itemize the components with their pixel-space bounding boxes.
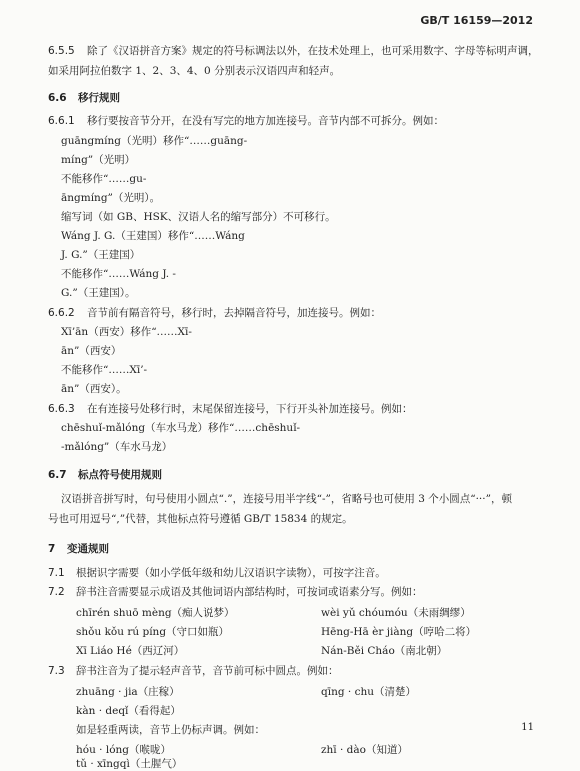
example-line: G.”（王建国）。	[61, 287, 136, 299]
section-number-7: 7	[48, 543, 56, 555]
section-title-7: 变通规则	[67, 543, 109, 555]
clause-text-6-5-5: 除了《汉语拼音方案》规定的符号标调法以外，在技术处理上，也可采用数字、字母等标明声调，	[87, 45, 539, 57]
example-line: ān”（西安）	[61, 345, 122, 357]
paragraph-6-7: 汉语拼音拼写时，句号使用小圆点“.”，连接号用半字线“-”，省略号也可使用 3 个小圆点“···”，顿	[61, 493, 512, 505]
clause-number-7-1: 7.1	[48, 567, 65, 579]
example-line: Xī’ān（西安）移作“……Xī-	[61, 326, 192, 338]
example-line: āngmíng”（光明）。	[61, 192, 161, 204]
example-line: Wáng J. G.（王建国）移作“……Wáng	[61, 230, 245, 242]
example-right: Nán-Běi Cháo（南北朝）	[321, 645, 448, 657]
paragraph-6-7-cont: 号也可用逗号“,”代替，其他标点符号遵循 GB/T 15834 的规定。	[48, 513, 353, 525]
example-line: chēshuǐ-mǎlóng（车水马龙）移作“……chēshuǐ-	[61, 422, 301, 434]
example-left: hóu · lóng（喉咙）	[76, 744, 172, 756]
example-right: qīng · chu（清楚）	[321, 686, 416, 698]
note-7-3: 如是轻重两读，音节上仍标声调。例如：	[76, 724, 265, 736]
clause-text-6-6-3: 在有连接号处移行时，末尾保留连接号，下行开头补加连接号。例如：	[87, 403, 413, 415]
example-left: shǒu kǒu rú píng（守口如瓶）	[76, 626, 230, 638]
standard-number: GB/T 16159—2012	[420, 14, 533, 27]
clause-text-7-2: 辞书注音需要显示成语及其他词语内部结构时，可按词或语素分写。例如：	[76, 586, 423, 598]
example-line: -mǎlóng”（车水马龙）	[61, 441, 173, 453]
clause-number-7-2: 7.2	[48, 586, 65, 598]
section-title-6-6: 移行规则	[78, 92, 120, 104]
example-left: kàn · deqǐ（看得起）	[76, 705, 181, 717]
example-right: zhī · dào（知道）	[321, 744, 408, 756]
section-title-6-7: 标点符号使用规则	[78, 469, 162, 481]
clause-number-7-3: 7.3	[48, 665, 65, 677]
example-line: 缩写词（如 GB、HSK、汉语人名的缩写部分）不可移行。	[61, 211, 336, 223]
clause-text-7-3: 辞书注音为了提示轻声音节，音节前可标中圆点。例如：	[76, 665, 339, 677]
clause-number-6-5-5: 6.5.5	[48, 45, 75, 57]
example-left: tǔ · xīngqì（土腥气）	[76, 758, 183, 770]
example-line: míng”（光明）	[61, 154, 136, 166]
example-left: Xī Liáo Hé（西辽河）	[76, 645, 185, 657]
example-line: guāngmíng（光明）移作“……guāng-	[61, 135, 248, 147]
example-line: 不能移作“……gu-	[61, 173, 147, 185]
clause-number-6-6-3: 6.6.3	[48, 403, 75, 415]
section-number-6-7: 6.7	[48, 469, 67, 481]
clause-text-6-6-1: 移行要按音节分开，在没有写完的地方加连接号。音节内部不可拆分。例如：	[87, 115, 444, 127]
clause-text-6-5-5-cont: 如采用阿拉伯数字 1、2、3、4、0 分别表示汉语四声和轻声。	[48, 65, 341, 77]
example-left: zhuāng · jia（庄稼）	[76, 686, 180, 698]
section-number-6-6: 6.6	[48, 92, 67, 104]
page-number: 11	[521, 722, 534, 733]
clause-text-7-1: 根据识字需要（如小学低年级和幼儿汉语识字读物），可按字注音。	[76, 567, 386, 579]
clause-text-6-6-2: 音节前有隔音符号，移行时，去掉隔音符号，加连接号。例如：	[87, 307, 381, 319]
example-right: Hēng-Hā èr jiàng（哼哈二将）	[321, 626, 477, 638]
example-left: chīrén shuō mèng（痴人说梦）	[76, 607, 235, 619]
example-line: 不能移作“……Wáng J. -	[61, 268, 176, 280]
example-right: wèi yǔ chóumóu（未雨绸缪）	[321, 607, 471, 619]
example-line: ān”（西安）。	[61, 383, 127, 395]
clause-number-6-6-1: 6.6.1	[48, 115, 75, 127]
example-line: 不能移作“……Xī’-	[61, 364, 148, 376]
clause-number-6-6-2: 6.6.2	[48, 307, 75, 319]
example-line: J. G.”（王建国）	[61, 249, 141, 261]
